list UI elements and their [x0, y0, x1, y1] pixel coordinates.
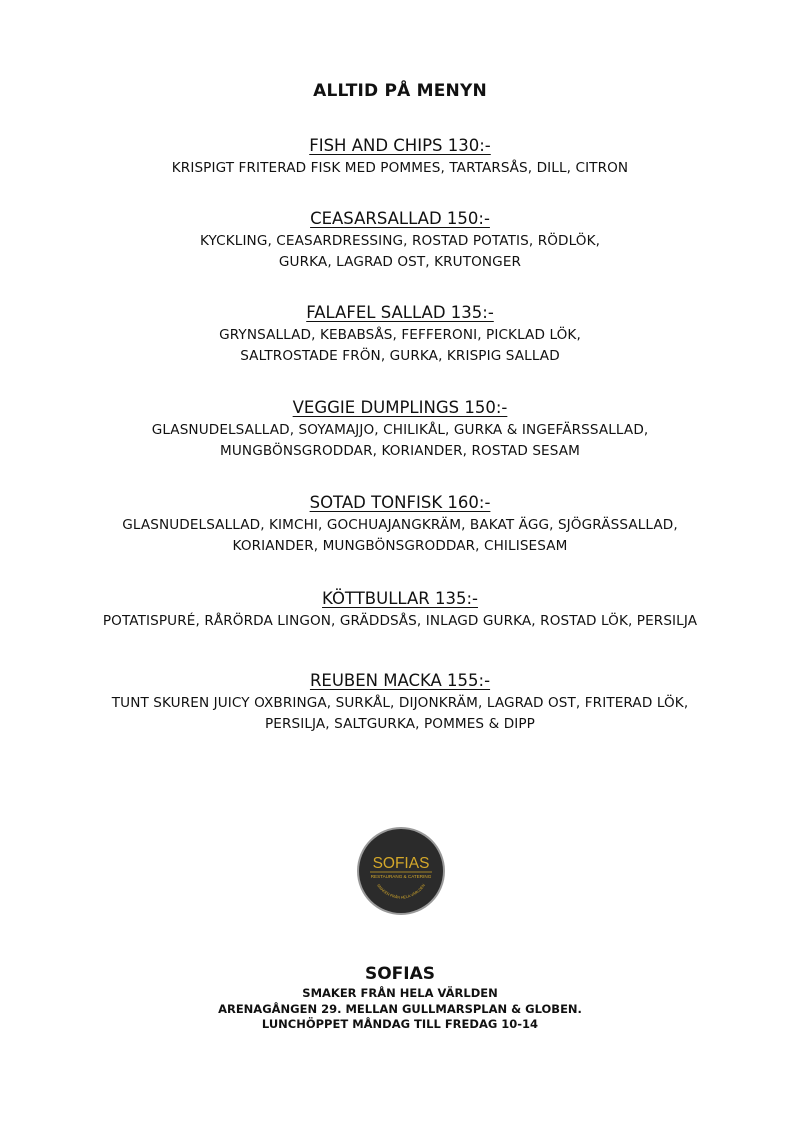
footer [0, 962, 800, 1033]
menu-item-description: GRYNSALLAD, KEBABSÅS, FEFFERONI, PICKLAD LÖK, [219, 327, 581, 343]
footer-restaurant-name: SOFIAS [364, 964, 436, 984]
menu-item-description: TUNT SKUREN JUICY OXBRINGA, SURKÅL, DIJONKRÄM, LAGRAD OST, FRITERAD LÖK, [111, 695, 689, 711]
menu-item-title: FISH AND CHIPS 130:- [309, 136, 491, 155]
menu-item-ceasarsallad [0, 208, 800, 272]
menu-item-title: REUBEN MACKA 155:- [309, 671, 491, 690]
menu-item-title: KÖTTBULLAR 135:- [322, 589, 478, 608]
restaurant-logo [356, 826, 446, 916]
menu-item-description: KRISPIGT FRITERAD FISK MED POMMES, TARTARSÅS, DILL, CITRON [171, 160, 629, 176]
logo-tagline: RESTAURANG & CATERING [370, 874, 432, 879]
menu-item-description: GLASNUDELSALLAD, SOYAMAJJO, CHILIKÅL, GURKA & INGEFÄRSSALLAD, [151, 422, 649, 438]
logo-name: SOFIAS [372, 855, 430, 872]
menu-item-sotad-tonfisk [0, 492, 800, 556]
menu-item-title: FALAFEL SALLAD 135:- [306, 303, 494, 322]
menu-item-veggie-dumplings [0, 397, 800, 461]
menu-item-description: GURKA, LAGRAD OST, KRUTONGER [278, 253, 522, 270]
logo-arc-text: SMAKER FRÅN HELA VÄRLDEN [376, 883, 426, 900]
menu-item-title: VEGGIE DUMPLINGS 150:- [292, 398, 508, 417]
menu-item-description: KORIANDER, MUNGBÖNSGRODDAR, CHILISESAM [232, 537, 568, 554]
menu-item-description: POTATISPURÉ, RÅRÖRDA LINGON, GRÄDDSÅS, INLAGD GURKA, ROSTAD LÖK, PERSILJA [102, 613, 698, 629]
menu-item-description: MUNGBÖNSGRODDAR, KORIANDER, ROSTAD SESAM [220, 442, 580, 459]
footer-address: ARENAGÅNGEN 29. MELLAN GULLMARSPLAN & GLOBEN. [218, 1001, 582, 1016]
menu-item-kottbullar [0, 588, 800, 632]
page-title: ALLTID PÅ MENYN [313, 81, 487, 101]
menu-item-title: SOTAD TONFISK 160:- [309, 493, 491, 512]
menu-item-description: SALTROSTADE FRÖN, GURKA, KRISPIG SALLAD [240, 347, 560, 364]
menu-item-fish-and-chips [0, 135, 800, 179]
menu-item-description: PERSILJA, SALTGURKA, POMMES & DIPP [265, 715, 535, 732]
menu-item-falafel-sallad [0, 302, 800, 366]
menu-item-reuben-macka [0, 670, 800, 734]
footer-slogan: SMAKER FRÅN HELA VÄRLDEN [302, 986, 498, 1000]
logo-badge [356, 826, 446, 916]
footer-opening-hours: LUNCHÖPPET MÅNDAG TILL FREDAG 10-14 [261, 1017, 539, 1031]
menu-item-title: CEASARSALLAD 150:- [310, 209, 490, 228]
menu-item-description: KYCKLING, CEASARDRESSING, ROSTAD POTATIS, RÖDLÖK, [199, 233, 601, 249]
menu-item-description: GLASNUDELSALLAD, KIMCHI, GOCHUAJANGKRÄM, BAKAT ÄGG, SJÖGRÄSSALLAD, [122, 517, 678, 533]
